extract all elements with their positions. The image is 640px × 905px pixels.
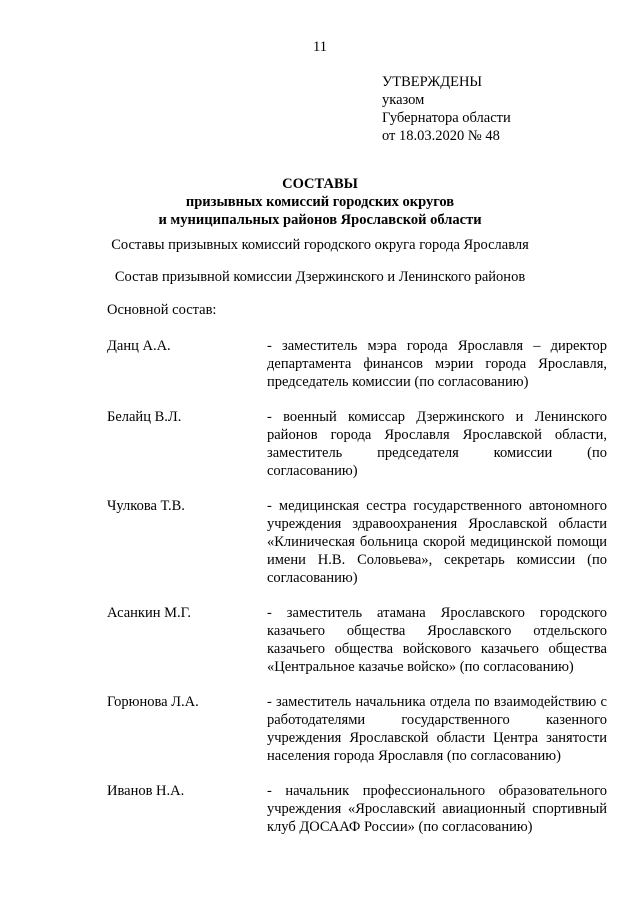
member-description: - заместитель начальника отдела по взаимодействию с работодателями государственного казенного учреждения Ярославской области Центра занятости населения города Ярославля (по согласованию) xyxy=(267,694,607,764)
page-number: 11 xyxy=(313,39,327,55)
member-row xyxy=(107,693,607,765)
city-heading: Составы призывных комиссий городского округа города Ярославля xyxy=(111,237,529,253)
member-description: - военный комиссар Дзержинского и Ленинского районов города Ярославля Ярославской области, заместитель председателя комиссии (по согласованию) xyxy=(267,409,607,479)
member-row xyxy=(107,408,607,480)
district-heading: Состав призывной комиссии Дзержинского и Ленинского районов xyxy=(114,269,526,285)
member-row xyxy=(107,782,607,836)
member-description: - заместитель мэра города Ярославля – директор департамента финансов мэрии города Ярославля, председатель комиссии (по согласованию) xyxy=(267,338,607,390)
members-list xyxy=(107,337,607,836)
approval-line-governor: Губернатора области xyxy=(382,110,511,126)
approval-stamp xyxy=(382,73,612,145)
member-row xyxy=(107,497,607,587)
member-name: Горюнова Л.А. xyxy=(107,694,199,710)
member-row xyxy=(107,604,607,676)
approval-line-date: от 18.03.2020 № 48 xyxy=(382,128,500,144)
member-description: - медицинская сестра государственного автономного учреждения здравоохранения Ярославской области «Клиническая больница скорой медицинской помощи имени Н.В. Соловьева», секретарь комиссии (по согласованию) xyxy=(267,498,607,586)
member-description: - начальник профессионального образовательного учреждения «Ярославский авиационный спортивный клуб ДОСААФ России» (по согласованию) xyxy=(267,783,607,835)
title-subline-1: призывных комиссий городских округов xyxy=(185,194,455,210)
composition-label: Основной состав: xyxy=(107,302,217,318)
approval-line-decree: указом xyxy=(382,92,425,108)
title-subline-2: и муниципальных районов Ярославской области xyxy=(158,212,482,228)
member-name: Асанкин М.Г. xyxy=(107,605,191,621)
member-name: Чулкова Т.В. xyxy=(107,498,185,514)
member-row xyxy=(107,337,607,391)
title-main: СОСТАВЫ xyxy=(282,176,358,192)
document-title xyxy=(0,175,640,229)
member-name: Данц А.А. xyxy=(107,338,171,354)
member-description: - заместитель атамана Ярославского городского казачьего общества Ярославского отдельского казачьего общества войскового казачьего общества «Центральное казачье войско» (по согласованию) xyxy=(267,605,607,675)
member-name: Белайц В.Л. xyxy=(107,409,182,425)
approval-line-approved: УТВЕРЖДЕНЫ xyxy=(382,74,483,90)
member-name: Иванов Н.А. xyxy=(107,783,185,799)
